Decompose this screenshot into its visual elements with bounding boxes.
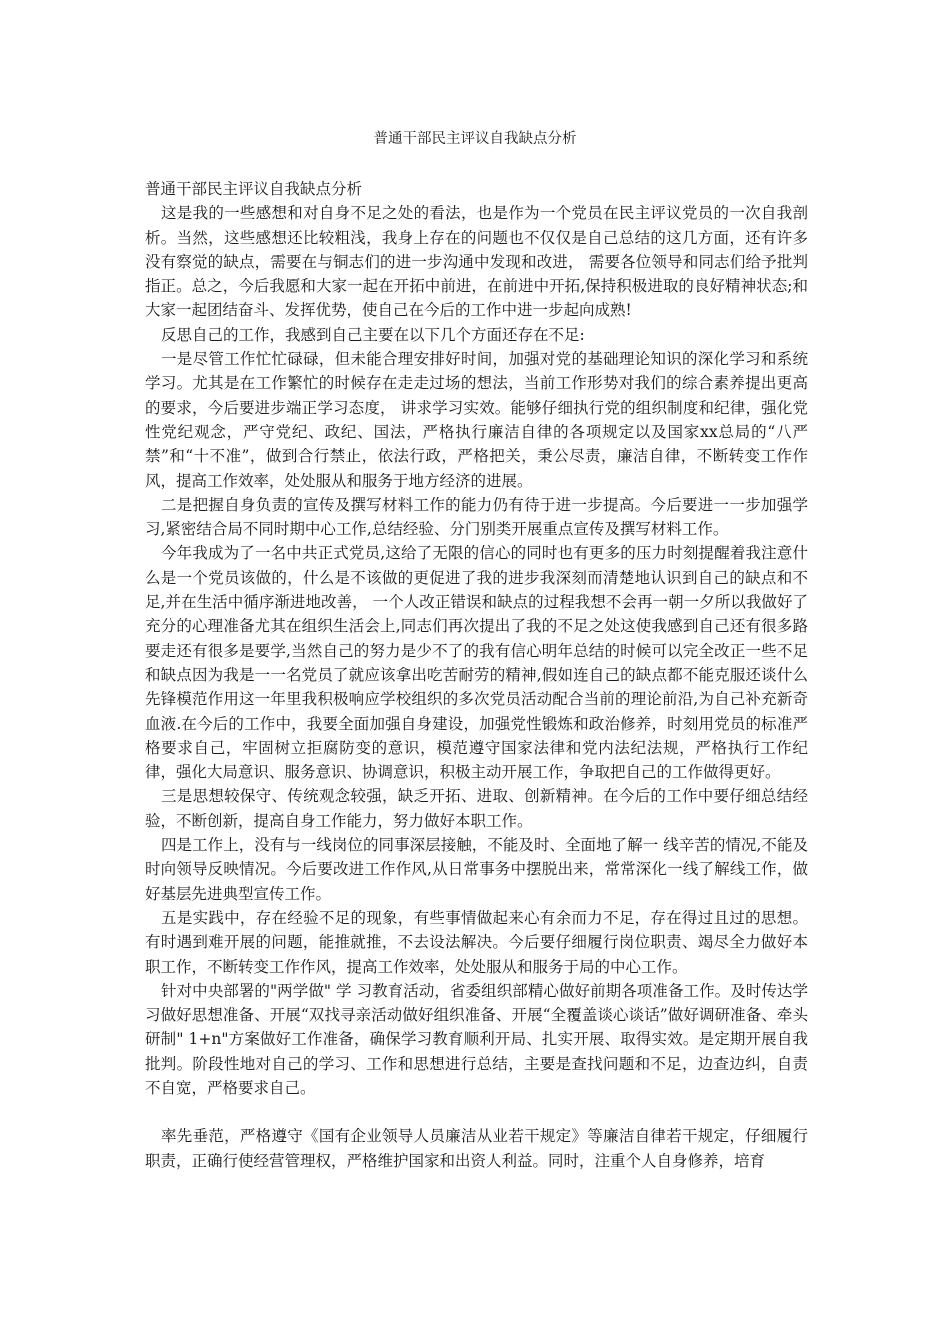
paragraph-two-learn-one-do: 针对中央部署的"两学做" 学 习教育活动，省委组织部精心做好前期各项准备工作。及时传达学习做好思想准备、开展“双找寻亲活动做好组织准备、开展“全覆盖谈心谈话”做好调研准备、牵头研制" 1+n"方案做好工作准备，确保学习教育顺利开局、扎实开展、取得实效。是定期开展自我批判。阶段性地对自己的学习、工作和思想进行总结，主要是查找问题和不足，边查边纠，自责不自宽，严格要求自己。 bbox=[145, 981, 808, 1097]
document-title: 普通干部民主评议自我缺点分析 bbox=[373, 131, 577, 147]
paragraph-point-two: 二是把握自身负责的宣传及撰写材料工作的能力仍有待于进一步提高。今后要进一一步加强学习,紧密结合局不同时期中心工作,总结经验、分门别类开展重点宣传及撰写材料工作。 bbox=[145, 495, 808, 539]
paragraph-lead-by-example: 率先垂范，严格遵守《国有企业领导人员廉洁从业若干规定》等廉洁自律若干规定，仔细履行职责，正确行使经营管理权，严格维护国家和出资人利益。同时，注重个人自身修养，培育 bbox=[145, 1127, 808, 1170]
paragraph-reflection: 反思自己的工作，我感到自己主要在以下几个方面还存在不足: bbox=[161, 325, 585, 344]
paragraph-point-five: 五是实践中，存在经验不足的现象，有些事情做起来心有余而力不足，存在得过且过的思想。有时遇到难开展的问题，能推就推，不去设法解决。今后要仔细履行岗位职责、竭尽全力做好本职工作，不断转变工作作风，提高工作效率，处处服从和服务于局的中心工作。 bbox=[145, 908, 808, 976]
paragraph-point-one: 一是尽管工作忙忙碌碌，但未能合理安排好时间，加强对党的基础理论知识的深化学习和系统学习。尤其是在工作繁忙的时候存在走走过场的想法，当前工作形势对我们的综合素养提出更高的要求，今后要进步端正学习态度， 讲求学习实效。能够仔细执行党的组织制度和纪律，强化党性党纪观念，严守党纪、政纪、国法，严格执行廉洁自律的各项规定以及国家xx总局的“八严禁”和“十不准”，做到合行禁止，依法行政，严格把关，秉公尽责，廉洁自律，不断转变工作作风，提高工作效率，处处服从和服务于地方经济的进展。 bbox=[145, 350, 808, 490]
document-body bbox=[145, 177, 808, 1173]
paragraph-intro: 这是我的一些感想和对自身不足之处的看法，也是作为一个党员在民主评议党员的一次自我剖析。当然，这些感想还比较粗浅，我身上存在的问题也不仅仅是自己总结的这几方面，还有许多没有察觉的缺点，需要在与铜志们的进一步沟通中发现和改进， 需要各位领导和同志们给予批判指正。总之，今后我愿和大家一起在开拓中前进，在前进中开拓,保持积极进取的良好精神状态;和大家一起团结奋斗、发挥优势，使自己在今后的工作中进一步起向成熟! bbox=[145, 204, 808, 320]
paragraph-point-four: 四是工作上，没有与一线岗位的同事深层接触，不能及时、全面地了解一 线辛苦的情况,不能及时向领导反映情况。今后要改进工作作风,从日常事务中摆脱出来，常常深化一线了解线工作，做好基层先进典型宣传工作。 bbox=[145, 836, 808, 903]
paragraph-party-member: 今年我成为了一名中共正式党员,这给了无限的信心的同时也有更多的压力时刻提醒着我注意什么是一个党员该做的，什么是不该做的更促进了我的进步我深刻而清楚地认识到自己的缺点和不足,并在生活中循序渐进地改善， 一个人改正错误和缺点的过程我想不会再一朝一夕所以我做好了充分的心理准备尤其在组织生活会上,同志们再次提出了我的不足之处这使我感到自己还有很多路要走还有很多是要学,当然自己的努力是少不了的我有信心明年总结的时候可以完全改正一些不足和缺点因为我是一一名党员了就应该拿出吃苦耐劳的精神,假如连自己的缺点都不能克服还谈什么先锋模范作用这一年里我积极响应学校组织的多次党员活动配合当前的理论前沿,为自己补充新奇血液.在今后的工作中，我要全面加强自身建设，加强党性锻炼和政治修养，时刻用党员的标准严格要求自己，牢固树立拒腐防变的意识，模范遵守国家法律和党内法纪法规，严格执行工作纪律，强化大局意识、服务意识、协调意识，积极主动开展工作，争取把自己的工作做得更好。 bbox=[145, 544, 808, 782]
document-subtitle: 普通干部民主评议自我缺点分析 bbox=[145, 180, 363, 198]
paragraph-point-three: 三是思想较保守、传统观念较强，缺乏开拓、进取、创新精神。在今后的工作中要仔细总结经验，不断创新，提高自身工作能力，努力做好本职工作。 bbox=[145, 787, 808, 830]
